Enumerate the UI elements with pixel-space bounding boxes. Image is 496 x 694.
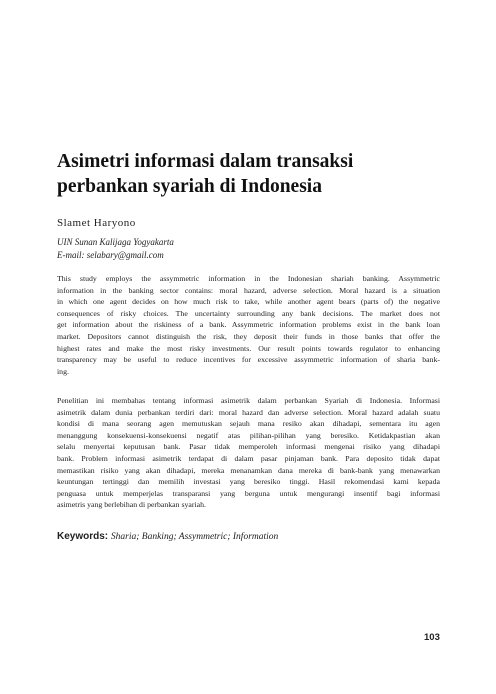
keywords-line: [57, 531, 278, 542]
abstract-line: menanggung konsekuensi-konsekuensi negatif atas pilihan-pilihan yang beresiko. Ketidakpastian akan: [57, 430, 440, 440]
title-line: Asimetri informasi dalam transaksi: [57, 151, 354, 172]
abstract-line: Penelitian ini membahas tentang informasi asimetrik dalam perbankan Syariah di Indonesia. Informasi: [57, 396, 440, 405]
author-name: Slamet Haryono: [57, 217, 136, 229]
abstract-line: consequences of risky choices. The uncertainty surrounding any bank decisions. The market does not: [57, 308, 440, 318]
abstract-line: penguasa untuk memperjelas transparansi yang berguna untuk mengurangi insentif bagi informasi: [57, 488, 440, 498]
abstract-line: bank. Problem informasi asimetrik terdapat di dalam pasar pinjaman bank. Para deposito tidak dapat: [57, 453, 440, 463]
abstract-line: keuntungan tertinggi dan memilih investasi yang beresiko tinggi. Hasil rekomendasi kami kepada: [57, 477, 440, 487]
abstract-line: kondisi di mana seorang agen memutuskan sejauh mana resiko akan dihadapi, sementara itu agen: [57, 419, 440, 429]
abstract-line: asimetris yang berlebihan di perbankan syariah.: [57, 500, 206, 510]
affiliation: UIN Sunan Kalijaga Yogyakarta: [57, 237, 174, 247]
abstract-line: memastikan risiko yang akan dihadapi, mereka menanamkan dana mereka di bank-bank yang menawarkan: [57, 465, 440, 475]
page-number: 103: [424, 632, 440, 643]
abstract-line: selalu menyertai keputusan bank. Pasar tidak memperoleh informasi mengenai risiko yang dihadapi: [57, 442, 440, 452]
abstract-line: transparency may be useful to reduce incentives for excessive assymmetric information of sharia bank-: [57, 355, 440, 365]
abstract-line: market. Depositors cannot distinguish the risk, they deposit their funds in those banks that offer the: [57, 331, 440, 341]
abstract-line: This study employs the assymmetric information in the Indonesian shariah banking. Assymmetric: [57, 274, 440, 283]
article-title: [57, 149, 447, 199]
author-email: E-mail: selabary@gmail.com: [57, 250, 164, 260]
keywords-values: Sharia; Banking; Assymmetric; Information: [110, 532, 279, 542]
title-line: perbankan syariah di Indonesia: [57, 176, 322, 197]
abstract-line: get information about the riskiness of a bank. Assymmetric information problems exist in the bank loan: [57, 320, 440, 330]
keywords-label: Keywords:: [57, 531, 111, 542]
abstract-english: [57, 273, 440, 377]
abstract-indonesian: [57, 395, 440, 511]
abstract-line: highest rates and make the most risky investments. Our result points towards regulator to enhancing: [57, 343, 440, 353]
abstract-line: ing.: [57, 366, 69, 376]
abstract-line: asimetrik dalam dunia perbankan terdiri dari: moral hazard dan adverse selection. Moral hazard adalah suatu: [57, 407, 440, 417]
author-affiliation-block: [57, 236, 174, 262]
abstract-line: in which one agent decides on how much risk to take, while another agent bears (parts of) the negative: [57, 297, 440, 307]
abstract-line: information in the banking sector contains: moral hazard, adverse selection. Moral hazard is a situation: [57, 285, 440, 295]
